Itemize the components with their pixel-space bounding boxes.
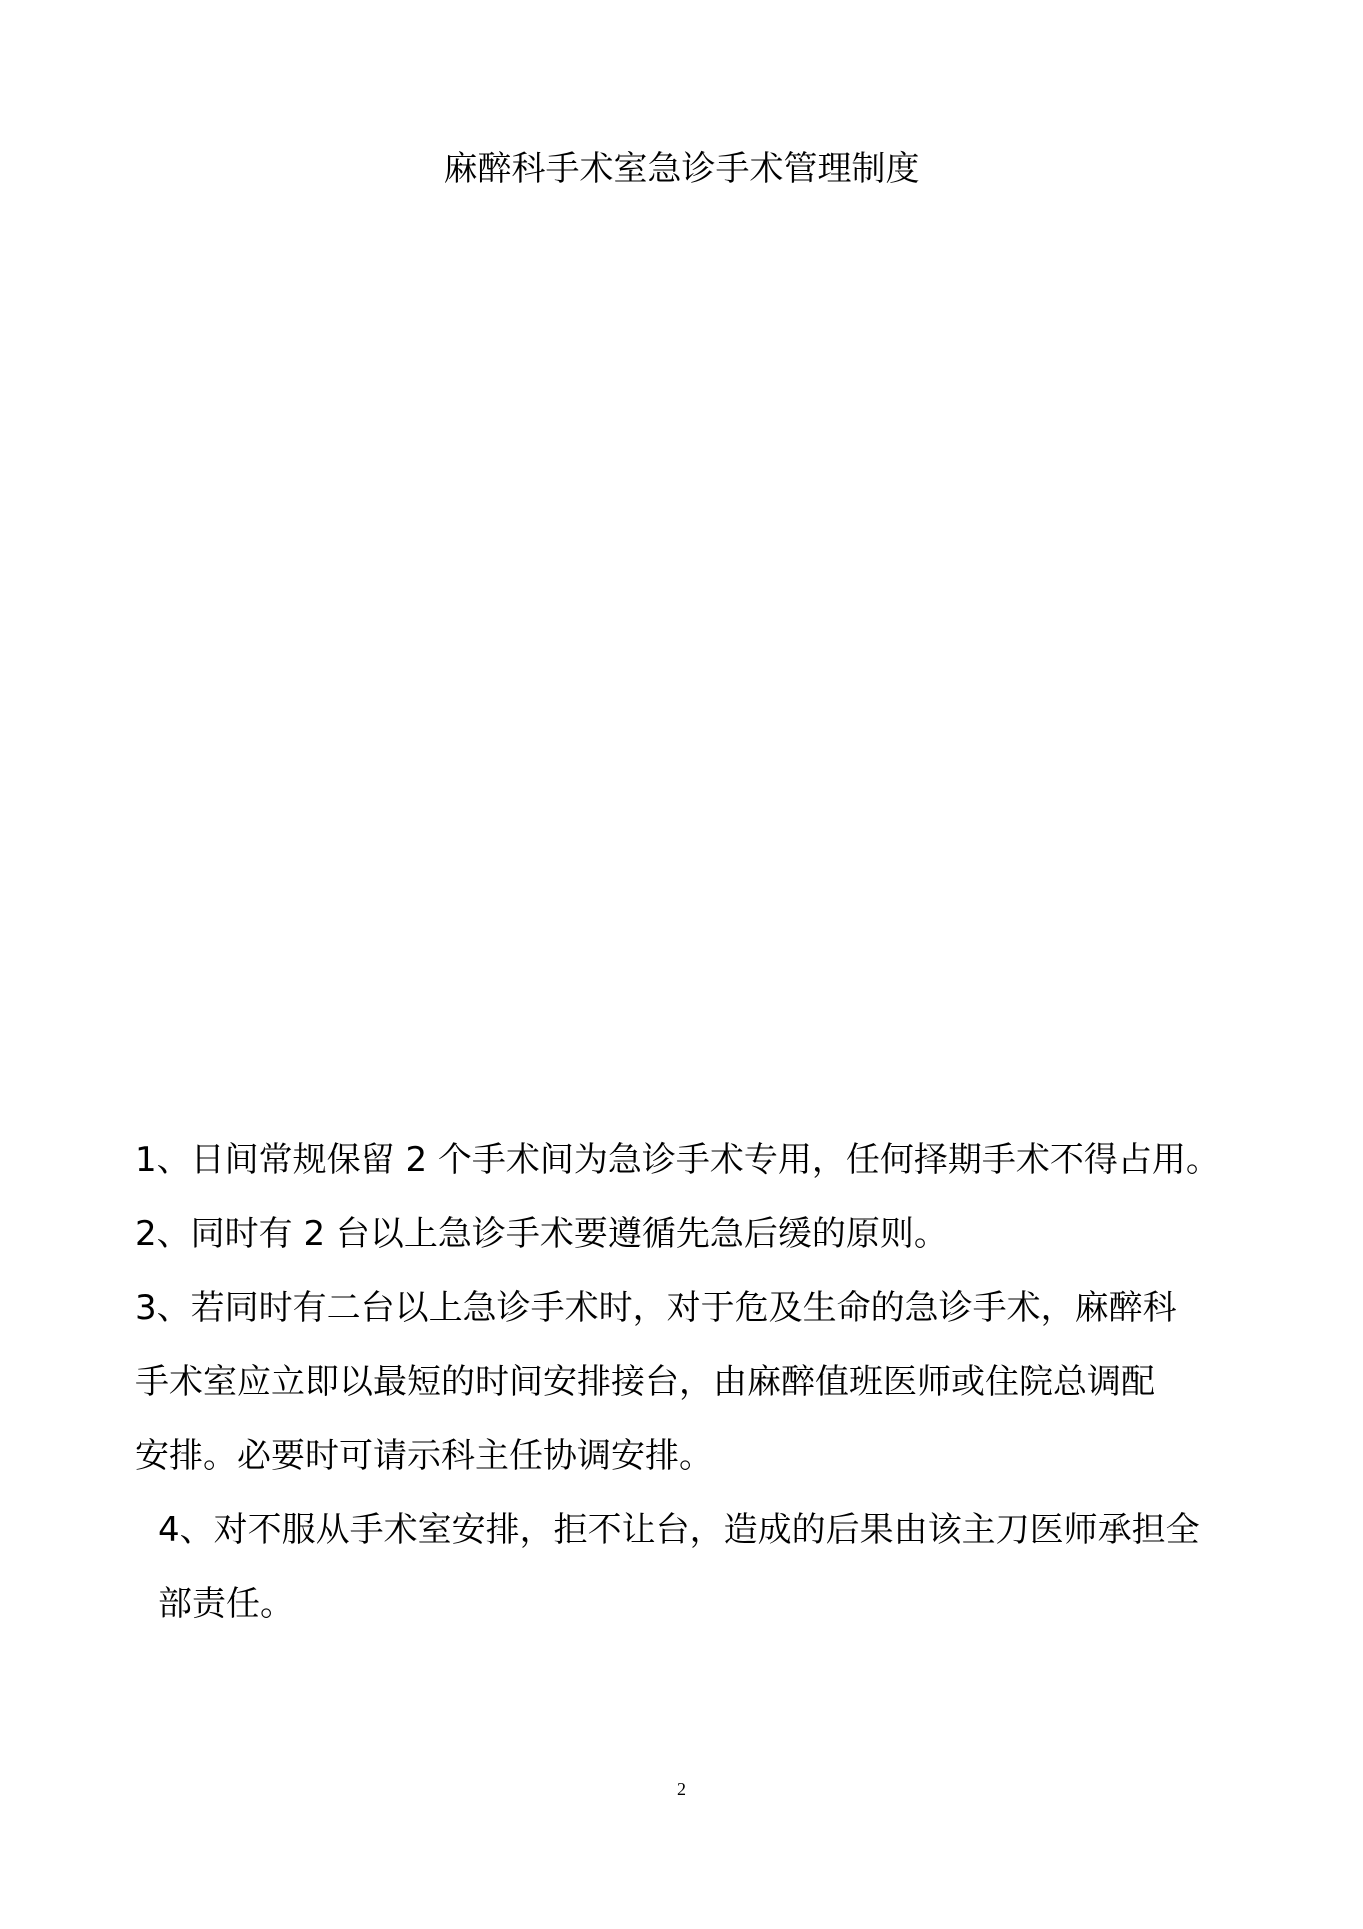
paragraph-3-line-2: 手术室应立即以最短的时间安排接台，由麻醉值班医师或住院总调配 xyxy=(135,1362,1155,1402)
paragraph-3-line-1: 3、若同时有二台以上急诊手术时，对于危及生命的急诊手术，麻醉科 xyxy=(135,1288,1177,1328)
paragraph-4-line-1: 4、对不服从手术室安排，拒不让台，造成的后果由该主刀医师承担全 xyxy=(158,1510,1200,1550)
paragraph-2-line-1: 2、同时有 2 台以上急诊手术要遵循先急后缓的原则。 xyxy=(135,1214,948,1254)
paragraph-3-line-3: 安排。必要时可请示科主任协调安排。 xyxy=(135,1436,713,1476)
paragraph-4-line-2: 部责任。 xyxy=(158,1584,294,1624)
paragraph-1-line-1: 1、日间常规保留 2 个手术间为急诊手术专用，任何择期手术不得占用。 xyxy=(135,1140,1220,1180)
document-title: 麻醉科手术室急诊手术管理制度 xyxy=(443,149,920,189)
page-number: 2 xyxy=(677,1779,686,1799)
